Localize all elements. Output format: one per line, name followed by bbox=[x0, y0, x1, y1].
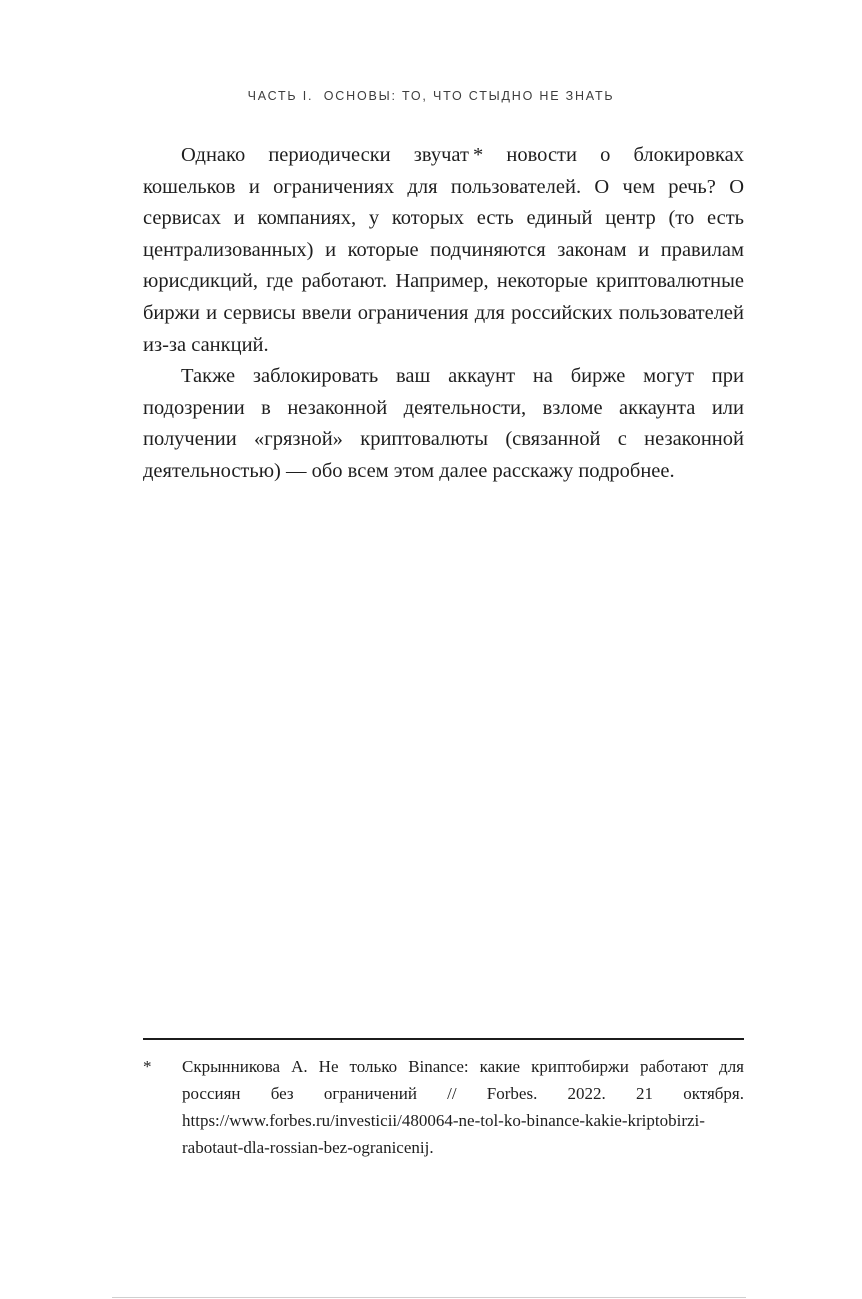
footnote-text: Скрынникова А. Не только Binance: какие криптобиржи работают для россиян без ограничений // Forbes. 2022. 21 октября. https://www.forbes.ru/investicii/480064-ne-tol-ko-binance-kakie-kriptobirzi-rabotaut-dla-rossian-bez-ogranicenij. bbox=[182, 1057, 744, 1157]
page-bottom-edge bbox=[112, 1297, 746, 1298]
paragraph: Однако периодически звучат * новости о блокировках кошельков и ограничениях для пользователей. О чем речь? О сервисах и компаниях, у которых есть единый центр (то есть централизованных) и которые подчиняются законам и правилам юрисдикций, где работают. Например, некоторые криптовалютные биржи и сервисы ввели ограничения для российских пользователей из-за санкций. bbox=[143, 144, 744, 356]
footnote-divider bbox=[143, 1038, 744, 1040]
paragraph: Также заблокировать ваш аккаунт на бирже могут при подозрении в незаконной деятельности, взломе аккаунта или получении «грязной» криптовалюты (связанной с незаконной деятельностью) — обо всем этом далее расскажу подробнее. bbox=[143, 365, 744, 482]
footnote-area bbox=[143, 1038, 744, 1161]
body-text bbox=[143, 140, 744, 488]
footnote-marker: * bbox=[143, 1057, 152, 1076]
running-header: ЧАСТЬ I. ОСНОВЫ: ТО, ЧТО СТЫДНО НЕ ЗНАТЬ bbox=[247, 89, 615, 103]
footnote bbox=[143, 1053, 744, 1161]
